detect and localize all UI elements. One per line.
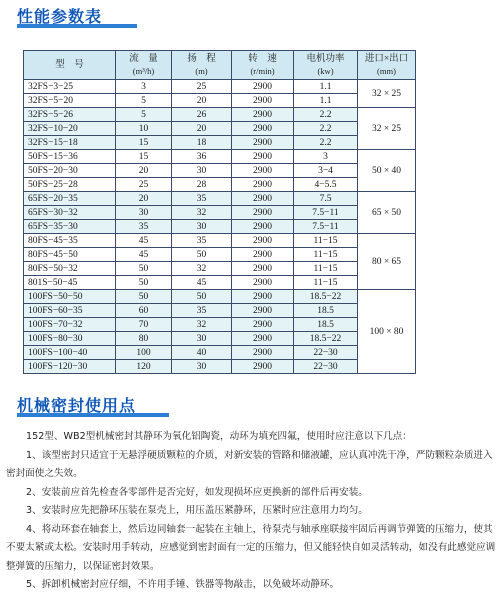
cell-model: 100FS−60−35 (24, 304, 116, 318)
cell-flow: 80 (116, 332, 172, 346)
table-row (24, 94, 416, 108)
cell-speed: 2900 (232, 164, 294, 178)
cell-model: 100FS−120−30 (24, 360, 116, 374)
cell-model: 32FS−15−18 (24, 136, 116, 150)
cell-power: 2.2 (294, 122, 358, 136)
cell-inlet-outlet: 50 × 40 (358, 150, 416, 192)
cell-head: 30 (172, 360, 232, 374)
table-row (24, 136, 416, 150)
cell-power: 2.2 (294, 136, 358, 150)
header-inlet-outlet: 进口×出口 (mm) (358, 51, 416, 80)
cell-speed: 2900 (232, 122, 294, 136)
cell-head: 28 (172, 178, 232, 192)
cell-head: 26 (172, 108, 232, 122)
table-row (24, 150, 416, 164)
cell-head: 32 (172, 318, 232, 332)
cell-head: 30 (172, 220, 232, 234)
cell-power: 11−15 (294, 262, 358, 276)
table-header-row (24, 51, 416, 80)
cell-inlet-outlet: 80 × 65 (358, 234, 416, 290)
cell-speed: 2900 (232, 206, 294, 220)
cell-speed: 2900 (232, 136, 294, 150)
table-row (24, 290, 416, 304)
cell-power: 11−15 (294, 276, 358, 290)
cell-flow: 5 (116, 108, 172, 122)
seal-instruction-item: 1、该型密封只适宜于无悬浮硬质颗粒的介质，对新安装的管路和储液罐，应认真冲洗干净，严防颗粒杂质进入密封面使之失效。 (6, 449, 493, 479)
section-heading-seal (17, 391, 136, 417)
cell-inlet-outlet: 65 × 50 (358, 192, 416, 234)
seal-instruction-item: 2、安装前应首先检查各零部件是否完好，如发现损坏应更换新的部件后再安装。 (26, 486, 368, 498)
cell-power: 1.1 (294, 94, 358, 108)
cell-flow: 10 (116, 122, 172, 136)
header-head: 扬 程 (m) (172, 51, 232, 80)
cell-speed: 2900 (232, 332, 294, 346)
cell-flow: 50 (116, 262, 172, 276)
cell-speed: 2900 (232, 94, 294, 108)
cell-speed: 2900 (232, 290, 294, 304)
seal-instruction-item: 5、拆卸机械密封应仔细，不许用手锤、铁器等物敲击，以免破坏动静环。 (26, 579, 340, 590)
table-row (24, 248, 416, 262)
cell-speed: 2900 (232, 262, 294, 276)
cell-model: 801S−50−45 (24, 276, 116, 290)
cell-power: 3 (294, 150, 358, 164)
cell-speed: 2900 (232, 248, 294, 262)
table-row (24, 234, 416, 248)
table-row (24, 178, 416, 192)
cell-flow: 25 (116, 178, 172, 192)
table-row (24, 122, 416, 136)
cell-head: 32 (172, 262, 232, 276)
table-row (24, 206, 416, 220)
cell-power: 11−15 (294, 248, 358, 262)
table-row (24, 360, 416, 374)
cell-flow: 15 (116, 150, 172, 164)
cell-flow: 120 (116, 360, 172, 374)
cell-model: 32FS−10−20 (24, 122, 116, 136)
cell-speed: 2900 (232, 80, 294, 94)
cell-power: 3−4 (294, 164, 358, 178)
cell-head: 20 (172, 122, 232, 136)
section-heading-params (17, 2, 102, 28)
cell-power: 7.5−11 (294, 220, 358, 234)
cell-speed: 2900 (232, 346, 294, 360)
table-row (24, 220, 416, 234)
cell-model: 50FS−20−30 (24, 164, 116, 178)
cell-flow: 50 (116, 290, 172, 304)
cell-power: 18.5−22 (294, 290, 358, 304)
cell-power: 4−5.5 (294, 178, 358, 192)
cell-power: 11−15 (294, 234, 358, 248)
performance-table (23, 50, 416, 374)
cell-power: 7.5 (294, 192, 358, 206)
cell-model: 32FS−3−25 (24, 80, 116, 94)
cell-head: 35 (172, 234, 232, 248)
cell-inlet-outlet: 32 × 25 (358, 108, 416, 150)
section-title-seal: 机械密封使用点 (17, 395, 137, 415)
cell-head: 25 (172, 80, 232, 94)
cell-model: 80FS−45−50 (24, 248, 116, 262)
cell-head: 30 (172, 164, 232, 178)
cell-flow: 15 (116, 136, 172, 150)
cell-power: 18.5 (294, 318, 358, 332)
cell-speed: 2900 (232, 178, 294, 192)
seal-instructions (6, 428, 496, 595)
cell-flow: 60 (116, 304, 172, 318)
cell-speed: 2900 (232, 304, 294, 318)
cell-model: 100FS−70−32 (24, 318, 116, 332)
cell-flow: 35 (116, 220, 172, 234)
cell-head: 40 (172, 346, 232, 360)
cell-model: 65FS−35−30 (24, 220, 116, 234)
cell-speed: 2900 (232, 360, 294, 374)
cell-model: 32FS−5−20 (24, 94, 116, 108)
cell-flow: 50 (116, 276, 172, 290)
cell-flow: 100 (116, 346, 172, 360)
cell-inlet-outlet: 100 × 80 (358, 290, 416, 374)
cell-power: 7.5−11 (294, 206, 358, 220)
cell-flow: 70 (116, 318, 172, 332)
cell-model: 100FS−50−50 (24, 290, 116, 304)
cell-head: 50 (172, 248, 232, 262)
cell-flow: 45 (116, 234, 172, 248)
header-power: 电机功率 (kw) (294, 51, 358, 80)
cell-head: 20 (172, 94, 232, 108)
table-row (24, 164, 416, 178)
cell-power: 22−30 (294, 346, 358, 360)
cell-power: 18.5−22 (294, 332, 358, 346)
cell-head: 36 (172, 150, 232, 164)
cell-model: 65FS−30−32 (24, 206, 116, 220)
cell-head: 35 (172, 192, 232, 206)
table-row (24, 192, 416, 206)
cell-model: 80FS−50−32 (24, 262, 116, 276)
cell-flow: 20 (116, 192, 172, 206)
cell-flow: 3 (116, 80, 172, 94)
cell-flow: 20 (116, 164, 172, 178)
seal-instruction-item: 3、安装时应先把静环压装在泵壳上，用压盖压紧静环，压紧时应注意用力均匀。 (26, 505, 368, 516)
cell-model: 32FS−5−26 (24, 108, 116, 122)
table-row (24, 304, 416, 318)
cell-head: 35 (172, 304, 232, 318)
seal-intro: 152型、WB2型机械密封其静环为氧化铝陶瓷，动环为填充四氟，使用时应注意以下几点： (26, 431, 412, 442)
cell-speed: 2900 (232, 276, 294, 290)
table-row (24, 108, 416, 122)
cell-head: 50 (172, 290, 232, 304)
cell-head: 18 (172, 136, 232, 150)
cell-flow: 5 (116, 94, 172, 108)
table-row (24, 318, 416, 332)
header-speed: 转 速 (r/min) (232, 51, 294, 80)
cell-inlet-outlet: 32 × 25 (358, 80, 416, 108)
section-title-params: 性能参数表 (17, 6, 103, 26)
cell-head: 32 (172, 206, 232, 220)
cell-speed: 2900 (232, 220, 294, 234)
table-body (24, 80, 416, 374)
cell-model: 100FS−100−40 (24, 346, 116, 360)
table-row (24, 346, 416, 360)
cell-model: 65FS−20−35 (24, 192, 116, 206)
cell-power: 22−30 (294, 360, 358, 374)
seal-instruction-item: 4、将动环套在轴套上，然后边同轴套一起装在主轴上，待泵壳与轴承座联接牢固后再调节弹簧的压缩力，使其不要太紧或太松。安装时用手转动，应感觉到密封面有一定的压缩力，但又能轻快自如灵活转动，如没有此感觉应调整弹簧的压缩力，以保证密封效果。 (6, 523, 496, 572)
header-model: 型 号 (24, 51, 116, 80)
cell-flow: 45 (116, 248, 172, 262)
cell-model: 80FS−45−35 (24, 234, 116, 248)
table-row (24, 80, 416, 94)
table-row (24, 332, 416, 346)
table-row (24, 262, 416, 276)
cell-power: 1.1 (294, 80, 358, 94)
cell-power: 2.2 (294, 108, 358, 122)
cell-flow: 30 (116, 206, 172, 220)
cell-speed: 2900 (232, 108, 294, 122)
cell-model: 100FS−80−30 (24, 332, 116, 346)
cell-speed: 2900 (232, 234, 294, 248)
cell-model: 50FS−25−28 (24, 178, 116, 192)
header-flow: 流 量 (m³/h) (116, 51, 172, 80)
cell-speed: 2900 (232, 192, 294, 206)
cell-head: 30 (172, 332, 232, 346)
cell-model: 50FS−15−36 (24, 150, 116, 164)
cell-power: 18.5 (294, 304, 358, 318)
table-row (24, 276, 416, 290)
cell-head: 45 (172, 276, 232, 290)
cell-speed: 2900 (232, 150, 294, 164)
cell-speed: 2900 (232, 318, 294, 332)
